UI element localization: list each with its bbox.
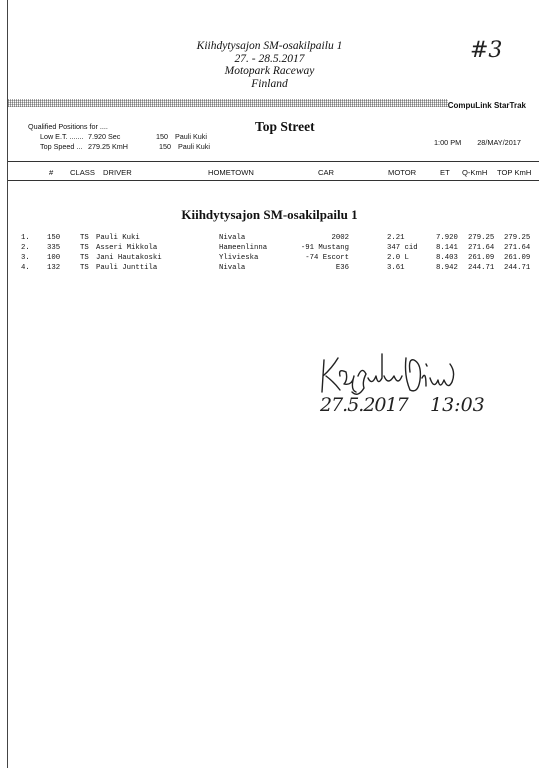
cell-car: 2002 (331, 234, 349, 242)
col-hometown: HOMETOWN (208, 168, 254, 177)
cell-hometown: Nivala (219, 264, 246, 272)
header-rule-top (8, 161, 539, 162)
cell-class: TS (80, 254, 89, 262)
event-country: Finland (251, 77, 288, 90)
top-speed-driver: Pauli Kuki (178, 142, 210, 151)
event-header (0, 40, 539, 90)
class-title: Top Street (255, 119, 315, 134)
event-dates: 27. - 28.5.2017 (234, 52, 305, 65)
table-row (0, 264, 539, 273)
low-et-number: 150 (156, 132, 168, 141)
col-class: CLASS (70, 168, 95, 177)
page-left-edge (7, 0, 8, 768)
cell-position: 3. (21, 254, 30, 262)
handwritten-signature (318, 346, 468, 398)
report-timestamp (434, 138, 521, 147)
col-number: # (49, 168, 54, 177)
cell-class: TS (80, 244, 89, 252)
cell-top-kmh: 244.71 (504, 264, 531, 272)
signature-date: 27.5.2017 (320, 394, 408, 416)
cell-number: 150 (47, 234, 61, 242)
cell-motor: 347 cid (387, 244, 418, 252)
table-row (0, 234, 539, 243)
low-et-driver: Pauli Kuki (175, 132, 207, 141)
cell-number: 100 (47, 254, 61, 262)
cell-number: 335 (47, 244, 61, 252)
cell-q-kmh: 261.09 (468, 254, 495, 262)
cell-position: 4. (21, 264, 30, 272)
cell-car: -74 Escort (305, 254, 349, 262)
low-et-value: 7.920 Sec (88, 132, 121, 141)
cell-top-kmh: 261.09 (504, 254, 531, 262)
cell-et: 8.942 (436, 264, 458, 272)
cell-position: 2. (21, 244, 30, 252)
race-title: Kiihdytysajon SM-osakilpailu 1 (181, 207, 358, 222)
cell-driver: Pauli Junttila (96, 264, 158, 272)
cell-driver: Pauli Kuki (96, 234, 140, 242)
cell-hometown: Ylivieska (219, 254, 259, 262)
cell-class: TS (80, 234, 89, 242)
cell-q-kmh: 244.71 (468, 264, 495, 272)
cell-car: E36 (335, 264, 349, 272)
qualified-heading: Qualified Positions for .... (28, 122, 108, 131)
col-driver: DRIVER (103, 168, 132, 177)
col-car: CAR (318, 168, 335, 177)
cell-motor: 2.0 L (387, 254, 409, 262)
cell-et: 8.141 (436, 244, 458, 252)
compulink-brand: CompuLink StarTrak (447, 101, 526, 110)
event-venue: Motopark Raceway (224, 65, 315, 77)
cell-top-kmh: 279.25 (504, 234, 531, 242)
table-row (0, 254, 539, 263)
dotted-banner (8, 99, 448, 107)
signature-time: 13:03 (430, 394, 485, 416)
event-name: Kiihdytysajon SM-osakilpailu 1 (196, 40, 343, 52)
low-et-label: Low E.T. ....... (40, 132, 84, 141)
cell-car: -91 Mustang (300, 244, 349, 252)
cell-top-kmh: 271.64 (504, 244, 531, 252)
cell-et: 8.403 (436, 254, 458, 262)
col-top-kmh: TOP KmH (497, 168, 532, 177)
col-et: ET (440, 168, 450, 177)
report-time: 1:00 PM (434, 138, 462, 147)
handwritten-sheet-number: #3 (470, 38, 503, 63)
cell-hometown: Hameenlinna (219, 244, 268, 252)
header-rule-bottom (8, 180, 539, 181)
cell-motor: 3.61 (387, 264, 405, 272)
cell-position: 1. (21, 234, 30, 242)
cell-motor: 2.21 (387, 234, 405, 242)
col-q-kmh: Q-KmH (462, 168, 488, 177)
top-speed-value: 279.25 KmH (88, 142, 128, 151)
cell-q-kmh: 279.25 (468, 234, 495, 242)
cell-class: TS (80, 264, 89, 272)
top-speed-number: 150 (159, 142, 171, 151)
cell-driver: Asseri Mikkola (96, 244, 158, 252)
cell-driver: Jani Hautakoski (96, 254, 162, 262)
cell-et: 7.920 (436, 234, 458, 242)
col-motor: MOTOR (388, 168, 417, 177)
top-speed-label: Top Speed ... (40, 142, 83, 151)
report-date: 28/MAY/2017 (477, 138, 521, 147)
cell-number: 132 (47, 264, 61, 272)
cell-hometown: Nivala (219, 234, 246, 242)
table-row (0, 244, 539, 253)
cell-q-kmh: 271.64 (468, 244, 495, 252)
